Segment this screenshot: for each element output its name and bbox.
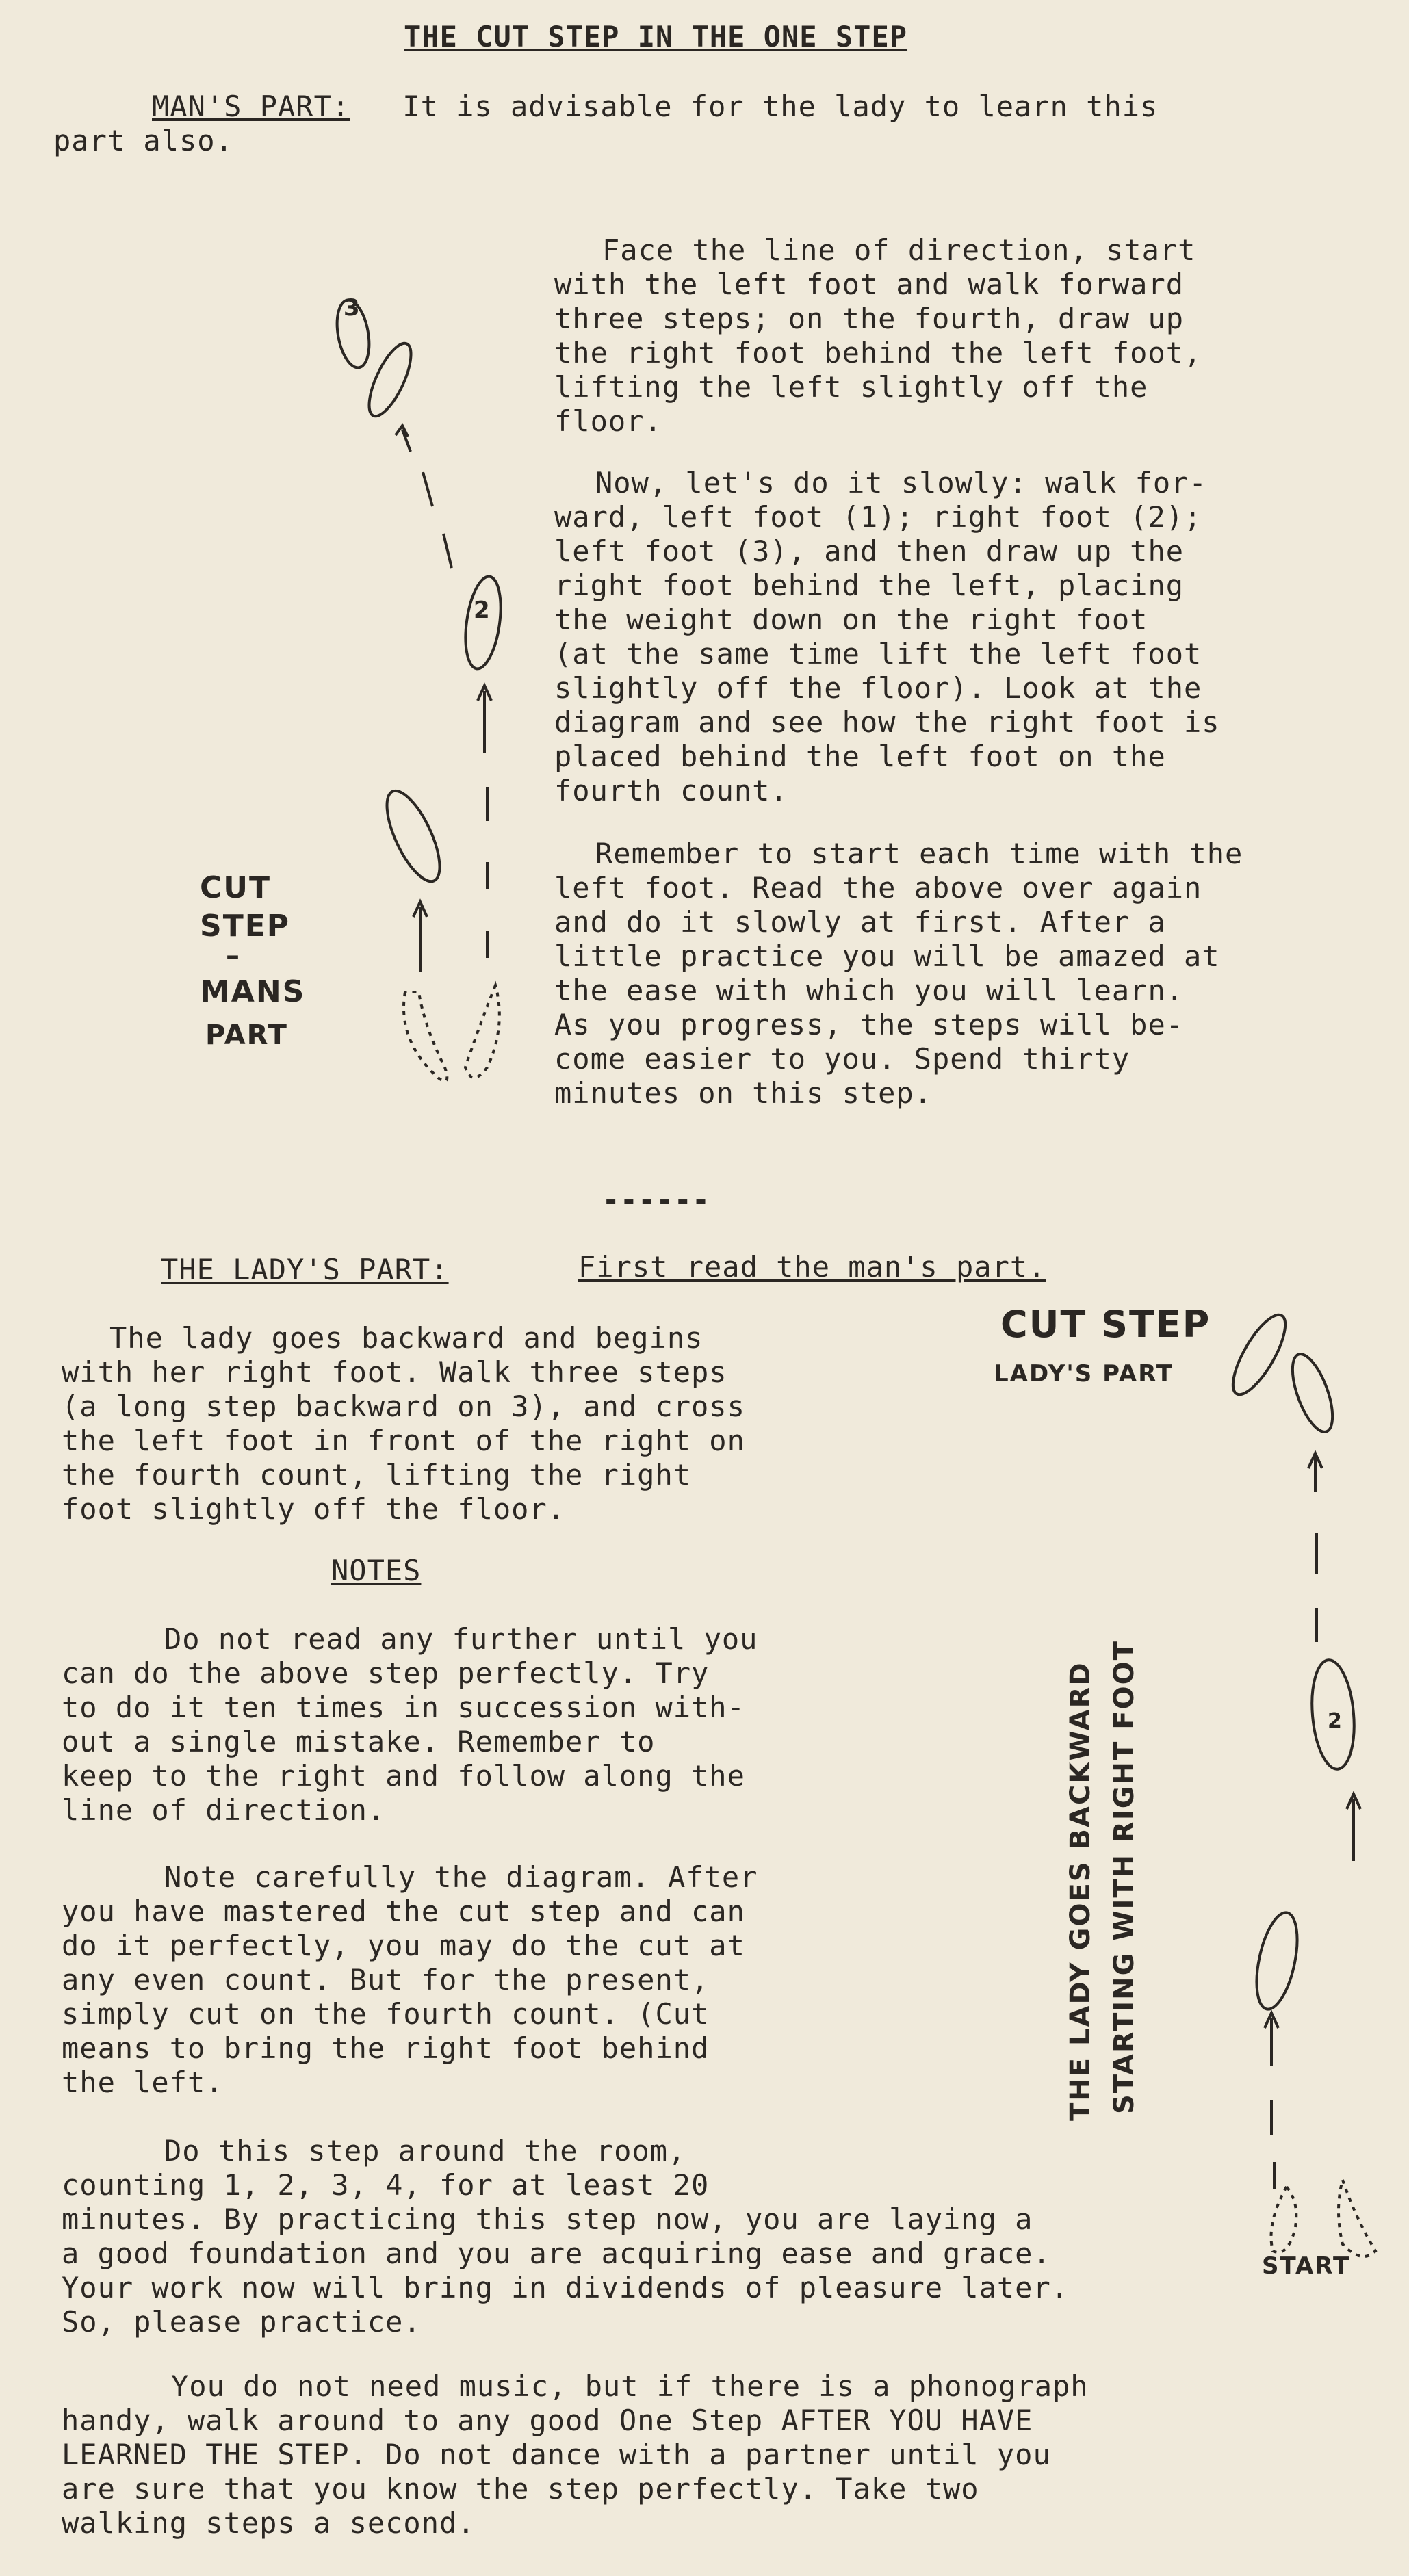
text-line: three steps; on the fourth, draw up [554,302,1185,335]
footprint-icon [1284,1349,1341,1437]
footprint-icon [376,784,450,888]
foot-number-2: 2 [474,597,491,624]
mans-diagram-label-step: STEP [200,909,291,944]
text-line: the fourth count, lifting the right [62,1458,692,1492]
text-line: You do not need music, but if there is a phonograph [171,2369,1089,2403]
text-line: (a long step backward on 3), and cross [62,1390,745,1423]
text-line: fourth count. [554,774,788,807]
mans-part-intro-line1: It is advisable for the lady to learn this [385,90,1159,123]
text-line: slightly off the floor). Look at the [554,671,1202,705]
text-line: Your work now will bring in dividends of pleasure later. [62,2271,1070,2304]
text-line: minutes on this step. [554,1076,933,1110]
text-line: are sure that you know the step perfectly. Take two [62,2472,979,2506]
text-line: right foot behind the left, placing [554,569,1185,602]
text-line: the left. [62,2066,224,2099]
text-line: foot slightly off the floor. [62,1492,566,1526]
footprint-icon [361,338,419,421]
mans-part-intro-line2: part also. [53,124,233,157]
text-line: ward, left foot (1); right foot (2); [554,500,1202,534]
text-line: means to bring the right foot behind [62,2031,710,2065]
text-line: Remember to start each time with the [595,837,1243,870]
ladys-diagram-label-title: CUT STEP [1000,1303,1211,1346]
text-line: simply cut on the fourth count. (Cut [62,1997,710,2031]
mans-diagram-label-part: PART [205,1019,288,1051]
text-line: the left foot in front of the right on [62,1424,745,1457]
text-line: Note carefully the diagram. After [164,1860,758,1894]
text-line: handy, walk around to any good One Step AFTER YOU HAVE [62,2404,1033,2437]
text-line: Do not read any further until you [164,1622,758,1656]
footprint-icon [1224,1308,1295,1401]
ladys-part-heading: THE LADY'S PART: [161,1253,449,1286]
text-line: do it perfectly, you may do the cut at [62,1929,745,1962]
text-line: LEARNED THE STEP. Do not dance with a partner until you [62,2438,1051,2471]
lady-foot-number-2: 2 [1328,1709,1343,1733]
page-title: THE CUT STEP IN THE ONE STEP [404,20,908,53]
mans-diagram-label-mans: MANS [200,974,306,1009]
text-line: line of direction. [62,1793,386,1827]
text-line: minutes. By practicing this step now, you are laying a [62,2202,1033,2236]
text-line: So, please practice. [62,2305,422,2339]
ladys-part-subheading: First read the man's part. [578,1250,1046,1284]
text-line: and do it slowly at first. After a [554,905,1166,939]
text-line: Do this step around the room, [164,2134,686,2168]
text-line: The lady goes backward and begins [109,1321,703,1355]
text-line: little practice you will be amazed at [554,939,1220,973]
text-line: walking steps a second. [62,2506,476,2540]
start-label: START [1262,2252,1351,2280]
text-line: the weight down on the right foot [554,603,1148,636]
text-line: with her right foot. Walk three steps [62,1355,727,1389]
text-line: left foot (3), and then draw up the [554,534,1185,568]
text-line: floor. [554,404,662,438]
text-line: come easier to you. Spend thirty [554,1042,1130,1076]
text-line: diagram and see how the right foot is [554,705,1220,739]
notes-heading: NOTES [331,1554,422,1587]
text-line: the right foot behind the left foot, [554,336,1202,369]
text-line: any even count. But for the present, [62,1963,710,1996]
text-line: a good foundation and you are acquiring ease and grace. [62,2237,1051,2270]
ladys-vertical-label-2: STARTING WITH RIGHT FOOT [1109,1640,1140,2114]
text-line: you have mastered the cut step and can [62,1895,745,1928]
mans-diagram-label-cut: CUT [200,870,272,905]
text-line: (at the same time lift the left foot [554,637,1202,671]
text-line: Now, let's do it slowly: walk for- [595,466,1207,499]
text-line: the ease with which you will learn. [554,974,1185,1007]
section-separator: ------ [602,1183,710,1217]
text-line: with the left foot and walk forward [554,268,1185,301]
text-line: placed behind the left foot on the [554,740,1166,773]
footprint-icon [1250,1909,1305,2013]
mans-part-heading: MAN'S PART: [152,90,350,123]
text-line: counting 1, 2, 3, 4, for at least 20 [62,2168,710,2202]
mans-diagram-label-dash: – [226,940,241,972]
ladys-diagram-label-subtitle: LADY'S PART [994,1360,1174,1388]
text-line: keep to the right and follow along the [62,1759,745,1793]
text-line: out a single mistake. Remember to [62,1725,656,1758]
text-line: As you progress, the steps will be- [554,1008,1185,1041]
text-line: Face the line of direction, start [602,233,1196,267]
text-line: to do it ten times in succession with- [62,1691,745,1724]
text-line: can do the above step perfectly. Try [62,1656,710,1690]
text-line: lifting the left slightly off the [554,370,1148,404]
ladys-vertical-label-1: THE LADY GOES BACKWARD [1065,1661,1096,2121]
text-line: left foot. Read the above over again [554,871,1202,905]
foot-number-3: 3 [344,294,361,322]
